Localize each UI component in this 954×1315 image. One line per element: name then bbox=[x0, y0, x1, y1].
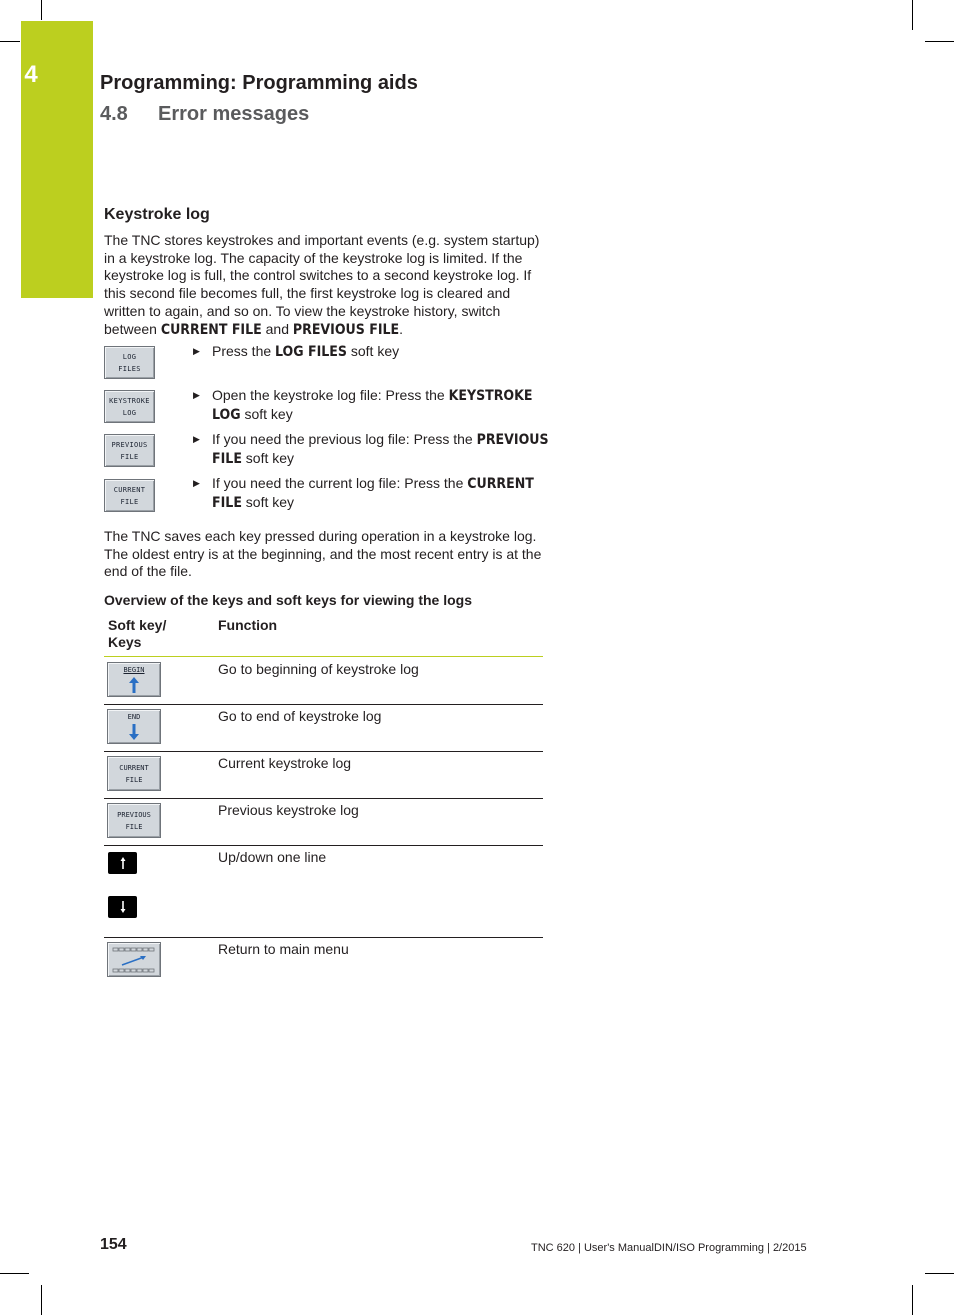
softkey-label: FILE bbox=[120, 452, 139, 461]
step-text: soft key bbox=[241, 493, 295, 510]
keystroke-log-softkey[interactable] bbox=[104, 390, 155, 423]
row-rule bbox=[104, 704, 543, 705]
softkey-label: FILE bbox=[125, 822, 143, 831]
outro-paragraph: The TNC saves each key pressed during operation in a keystroke log. The oldest entry is at the beginning, and the most recent entry is at the end of the file. bbox=[104, 528, 542, 580]
step-4 bbox=[193, 475, 553, 512]
line-up-key[interactable] bbox=[108, 852, 137, 874]
arrow-up-icon bbox=[127, 676, 141, 694]
softkey-label: FILES bbox=[118, 364, 141, 373]
softkey-label: FILE bbox=[125, 775, 143, 784]
function-text: Go to end of keystroke log bbox=[218, 708, 382, 724]
step-text: soft key bbox=[240, 405, 293, 422]
end-softkey[interactable] bbox=[107, 709, 161, 744]
page-number: 154 bbox=[100, 1236, 127, 1253]
step-text: soft key bbox=[241, 449, 295, 466]
footer-text: TNC 620 | User's ManualDIN/ISO Programming | 2/2015 bbox=[531, 1242, 807, 1254]
begin-softkey[interactable] bbox=[107, 662, 161, 697]
column-header-function: Function bbox=[218, 617, 278, 633]
log-files-softkey[interactable] bbox=[104, 346, 155, 379]
section-number: 4.8 bbox=[100, 103, 128, 125]
softkey-label: PREVIOUS bbox=[111, 440, 148, 449]
column-header-softkey: Soft key/ Keys bbox=[108, 617, 167, 650]
softkey-label: END bbox=[127, 712, 141, 721]
softkey-label: LOG bbox=[122, 352, 137, 361]
intro-text: . bbox=[399, 320, 404, 337]
function-text: Go to beginning of keystroke log bbox=[218, 661, 419, 677]
softkey-label: CURRENT bbox=[119, 763, 149, 772]
softkey-label: FILE bbox=[120, 497, 139, 506]
crop-mark bbox=[912, 1285, 913, 1315]
crop-mark bbox=[41, 1285, 42, 1315]
row-rule bbox=[104, 845, 543, 846]
intro-text: and bbox=[261, 320, 293, 337]
function-text: Return to main menu bbox=[218, 941, 349, 957]
intro-text: The TNC stores keystrokes and important events (e.g. system startup) in a keystroke log. The capacity of the keystroke log is limited. If the keystroke log is full, the control switches to a second keystroke log. If this second file becomes full, the first keystroke log is cleared and written to again, and so on. To view the keystroke history, switch between bbox=[104, 232, 540, 337]
softkey-label: LOG bbox=[122, 408, 137, 417]
previous-file-softkey[interactable] bbox=[104, 434, 155, 467]
line-down-key[interactable] bbox=[108, 896, 137, 918]
step-key: CURRENT FILE bbox=[212, 476, 534, 511]
softkey-label: BEGIN bbox=[123, 665, 145, 674]
arrow-down-icon bbox=[120, 900, 126, 914]
step-text: soft key bbox=[346, 343, 400, 359]
bullet-arrow-icon: ▶ bbox=[193, 346, 200, 356]
chapter-tab bbox=[21, 21, 93, 298]
softkey-label: CURRENT bbox=[113, 485, 146, 494]
arrow-down-icon bbox=[127, 723, 141, 741]
step-text: If you need the current log file: Press the bbox=[212, 475, 468, 491]
intro-current-file: CURRENT FILE bbox=[160, 321, 262, 338]
crop-mark bbox=[912, 0, 913, 30]
crop-mark bbox=[925, 41, 954, 42]
section-name: Error messages bbox=[158, 103, 310, 125]
function-text: Previous keystroke log bbox=[218, 802, 359, 818]
step-2 bbox=[193, 387, 553, 424]
step-key: PREVIOUS FILE bbox=[212, 432, 549, 467]
function-text: Up/down one line bbox=[218, 849, 327, 865]
current-file-key[interactable] bbox=[107, 756, 161, 791]
chapter-title: Programming: Programming aids bbox=[100, 72, 418, 94]
header-rule bbox=[104, 656, 543, 657]
bullet-arrow-icon: ▶ bbox=[193, 434, 200, 444]
main-menu-icon bbox=[110, 945, 158, 975]
crop-mark bbox=[925, 1273, 954, 1274]
row-rule bbox=[104, 798, 543, 799]
step-text: Press the bbox=[212, 343, 276, 359]
main-menu-key[interactable] bbox=[107, 942, 161, 977]
step-key: LOG FILES bbox=[275, 344, 347, 360]
row-rule bbox=[104, 751, 543, 752]
intro-paragraph bbox=[104, 232, 549, 339]
row-rule bbox=[104, 937, 543, 938]
arrow-up-icon bbox=[120, 856, 126, 870]
softkey-label: KEYSTROKE bbox=[109, 396, 150, 405]
intro-previous-file: PREVIOUS FILE bbox=[292, 321, 400, 338]
bullet-arrow-icon: ▶ bbox=[193, 390, 200, 400]
softkey-label: PREVIOUS bbox=[117, 810, 151, 819]
keystroke-log-heading: Keystroke log bbox=[104, 206, 210, 223]
crop-mark bbox=[0, 41, 20, 42]
step-1 bbox=[193, 343, 553, 362]
function-text: Current keystroke log bbox=[218, 755, 352, 771]
crop-mark bbox=[0, 1273, 29, 1274]
step-text: Open the keystroke log file: Press the bbox=[212, 387, 449, 403]
overview-heading: Overview of the keys and soft keys for viewing the logs bbox=[104, 592, 472, 608]
previous-file-key[interactable] bbox=[107, 803, 161, 838]
step-key: KEYSTROKE LOG bbox=[212, 388, 533, 423]
bullet-arrow-icon: ▶ bbox=[193, 478, 200, 488]
chapter-number: 4 bbox=[24, 61, 38, 88]
section-title bbox=[100, 103, 309, 126]
step-text: If you need the previous log file: Press the bbox=[212, 431, 477, 447]
current-file-softkey[interactable] bbox=[104, 479, 155, 512]
crop-mark bbox=[41, 0, 42, 20]
step-3 bbox=[193, 431, 553, 468]
